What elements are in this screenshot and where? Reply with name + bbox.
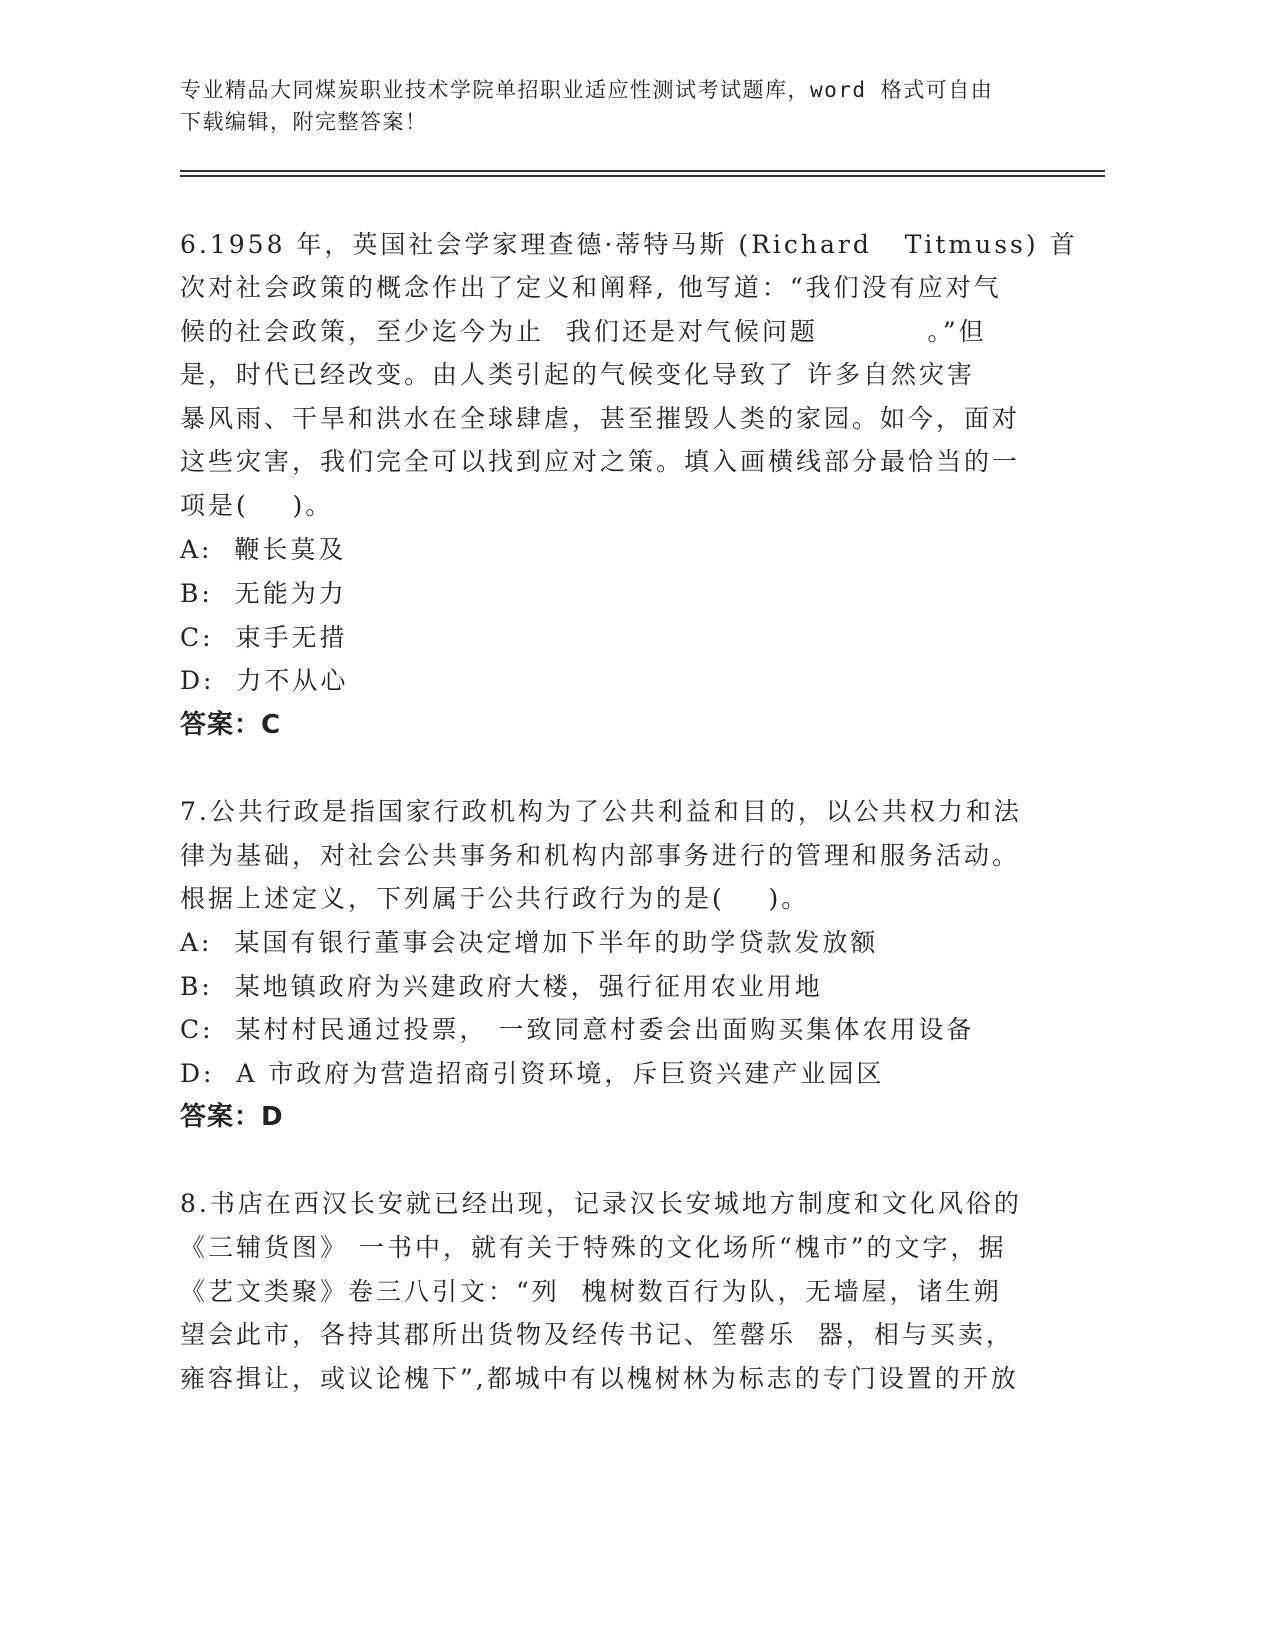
question-text-line: 候的社会政策，至少迄今为止 我们还是对气候问题 。”但 [180,317,987,346]
option-a: A: 鞭长莫及 [180,535,347,564]
question-text-line: 根据上述定义，下列属于公共行政行为的是( )。 [180,884,810,913]
question-text-line: 项是( )。 [180,491,334,520]
option-c: C: 某村村民通过投票， 一致同意村委会出面购买集体农用设备 [180,1015,975,1044]
header-rule-top [180,170,1105,172]
question-text-line: 次对社会政策的概念作出了定义和阐释, 他写道：“我们没有应对气 [180,273,1002,302]
answer-label: 答案：C [180,710,282,740]
header-line-1: 专业精品大同煤炭职业技术学院单招职业适应性测试考试题库，word 格式可自由 [180,78,994,102]
question-text-line: 6.1958 年，英国社会学家理查德·蒂特马斯 (Richard Titmuss) 首 [180,230,1078,259]
question-text-line: 是，时代已经改变。由人类引起的气候变化导致了 许多自然灾害 [180,360,975,389]
option-b: B: 某地镇政府为兴建政府大楼，强行征用农业用地 [180,972,823,1001]
document-header [180,74,1060,138]
question-text-line: 8.书店在西汉长安就已经出现，记录汉长安城地方制度和文化风俗的 [180,1189,1022,1218]
question-text-line: 律为基础，对社会公共事务和机构内部事务进行的管理和服务活动。 [180,841,1021,870]
question-text-line: 雍容揖让，或议论槐下”,都城中有以槐树林为标志的专门设置的开放 [180,1364,1019,1393]
question-text-line: 这些灾害，我们完全可以找到应对之策。填入画横线部分最恰当的一 [180,447,1021,476]
header-line-2: 下载编辑，附完整答案！ [180,110,428,134]
question-text-line: 7.公共行政是指国家行政机构为了公共利益和目的，以公共权力和法 [180,797,1022,826]
option-d: D: A 市政府为营造招商引资环境，斥巨资兴建产业园区 [180,1059,885,1088]
option-b: B: 无能为力 [180,579,347,608]
option-c: C: 束手无措 [180,623,348,652]
header-rule-bottom [180,175,1105,177]
question-text-line: 《三辅货图》 一书中，就有关于特殊的文化场所“槐市”的文字，据 [180,1233,1007,1262]
answer-label: 答案：D [180,1102,284,1132]
option-a: A: 某国有银行董事会决定增加下半年的助学贷款发放额 [180,928,879,957]
question-text-line: 暴风雨、干旱和洪水在全球肆虐，甚至摧毁人类的家园。如今，面对 [180,404,1021,433]
question-text-line: 《艺文类聚》卷三八引文：“列 槐树数百行为队，无墙屋，诸生朔 [180,1277,1002,1306]
question-text-line: 望会此市，各持其郡所出货物及经传书记、笙罄乐 器，相与买卖， [180,1320,1014,1349]
option-d: D: 力不从心 [180,666,349,695]
